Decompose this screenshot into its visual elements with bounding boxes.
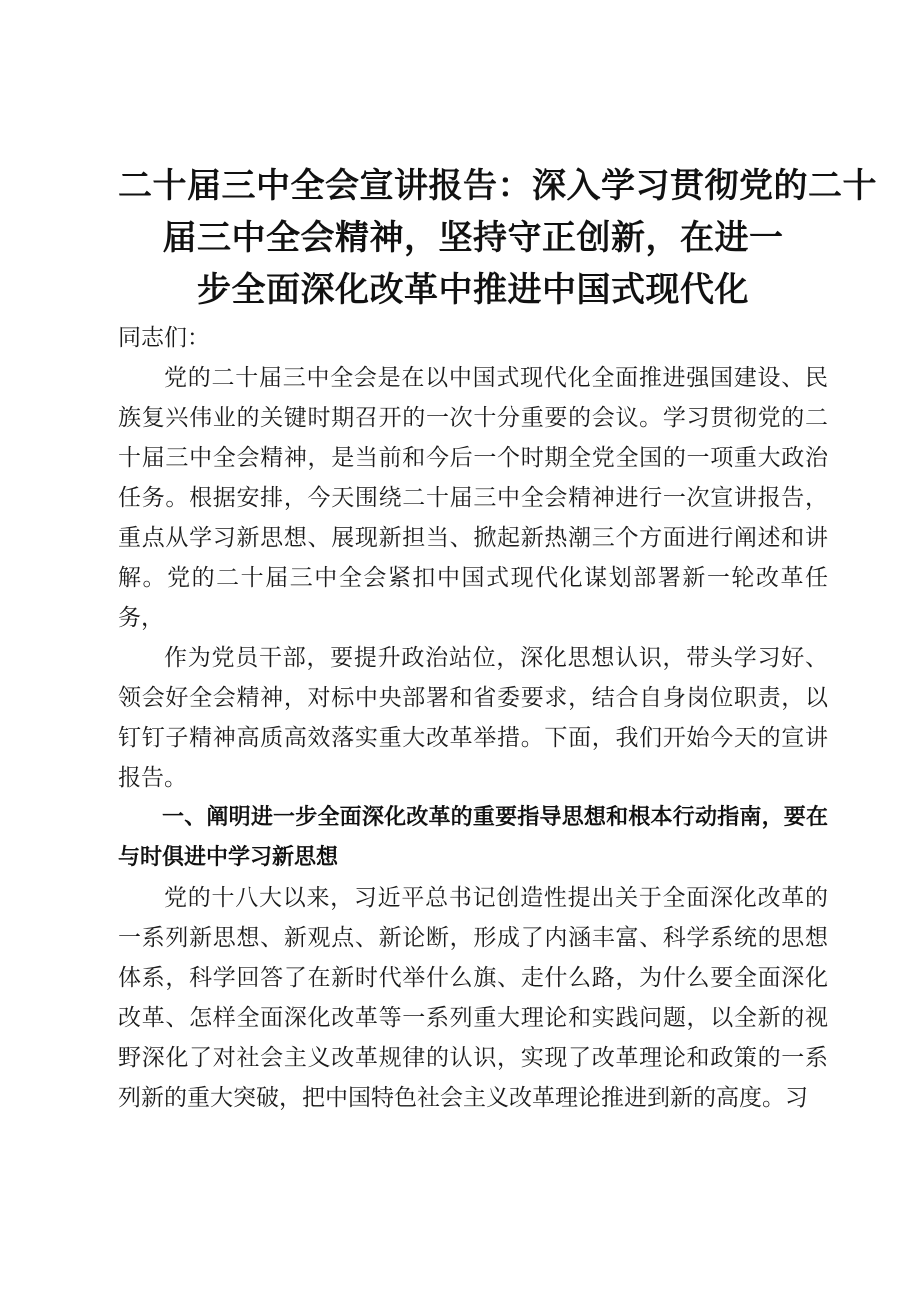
- section-paragraph-1: 党的十八大以来，习近平总书记创造性提出关于全面深化改革的一系列新思想、新观点、新论断，形成了内涵丰富、科学系统的思想体系，科学回答了在新时代举什么旗、走什么路，为什么要全面深化改革、怎样全面深化改革等一系列重大理论和实践问题，以全新的视野深化了对社会主义改革规律的认识，实现了改革理论和政策的一系列新的重大突破，把中国特色社会主义改革理论推进到新的高度。习: [118, 885, 828, 1111]
- title-line-2: 届三中全会精神，坚持守正创新，在进一: [162, 218, 784, 258]
- document-title: [118, 160, 877, 316]
- body-paragraph-2: 作为党员干部，要提升政治站位，深化思想认识，带头学习好、领会好全会精神，对标中央部署和省委要求，结合自身岗位职责，以钉钉子精神高质高效落实重大改革举措。下面，我们开始今天的宣讲报告。: [118, 645, 828, 791]
- title-line-3: 步全面深化改革中推进中国式现代化: [197, 270, 749, 310]
- salutation: 同志们：: [118, 325, 210, 351]
- body-paragraph-1: 党的二十届三中全会是在以中国式现代化全面推进强国建设、民族复兴伟业的关键时期召开的一次十分重要的会议。学习贯彻党的二十届三中全会精神，是当前和今后一个时期全党全国的一项重大政治任务。根据安排，今天围绕二十届三中全会精神进行一次宣讲报告，重点从学习新思想、展现新担当、掀起新热潮三个方面进行阐述和讲解。党的二十届三中全会紧扣中国式现代化谋划部署新一轮改革任务，: [118, 365, 828, 631]
- document-page: [118, 160, 877, 1118]
- section-heading-1: 一、阐明进一步全面深化改革的重要指导思想和根本行动指南，要在与时俱进中学习新思想: [118, 805, 828, 870]
- document-body: [118, 318, 828, 1118]
- title-line-1: 二十届三中全会宣讲报告：深入学习贯彻党的二十: [118, 166, 877, 206]
